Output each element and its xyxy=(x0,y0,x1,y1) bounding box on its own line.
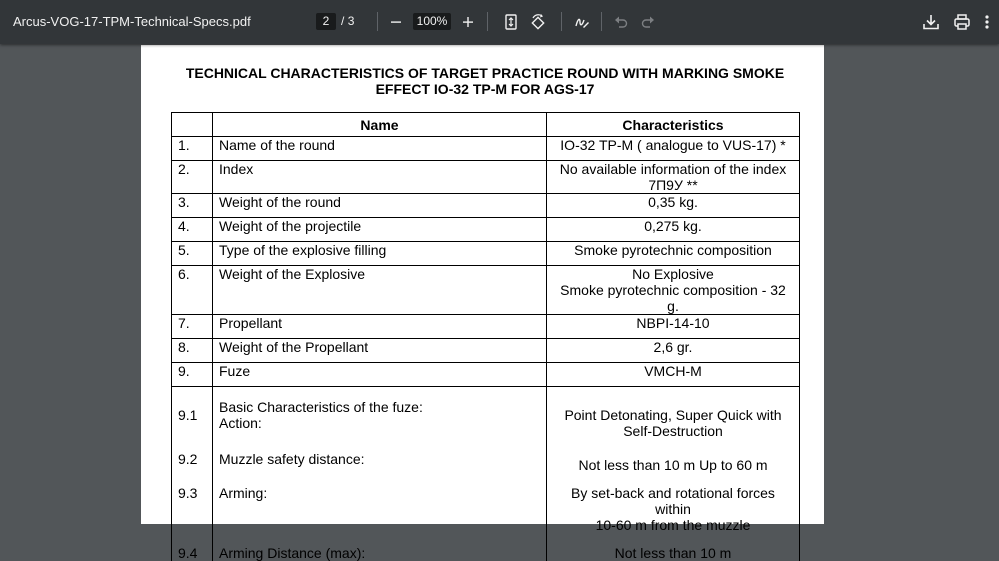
row-characteristics: Not less than 10 m xyxy=(547,533,800,561)
column-header-characteristics: Characteristics xyxy=(547,113,800,137)
row-number: 9.2 xyxy=(172,439,213,473)
draw-icon xyxy=(574,14,590,30)
row-number: 5. xyxy=(172,242,213,266)
undo-icon xyxy=(614,15,628,29)
row-name: Arming: xyxy=(213,473,547,533)
table-row xyxy=(172,266,800,315)
row-characteristics: 0,275 kg. xyxy=(547,218,800,242)
printer-icon xyxy=(953,13,971,31)
draw-button[interactable] xyxy=(571,11,593,33)
column-header-name: Name xyxy=(213,113,547,137)
row-characteristics: IO-32 TP-M ( analogue to VUS-17) * xyxy=(547,137,800,161)
row-name: Fuze xyxy=(213,363,547,387)
table-row xyxy=(172,315,800,339)
more-actions-button[interactable] xyxy=(980,11,994,33)
rotate-button[interactable] xyxy=(527,11,549,33)
row-name: Weight of the round xyxy=(213,194,547,218)
row-number: 2. xyxy=(172,161,213,194)
fit-page-icon xyxy=(504,14,518,30)
redo-icon xyxy=(641,15,655,29)
specifications-table xyxy=(171,112,800,561)
row-name: Name of the round xyxy=(213,137,547,161)
row-characteristics: VMCH-M xyxy=(547,363,800,387)
row-number: 1. xyxy=(172,137,213,161)
table-row xyxy=(172,161,800,194)
row-characteristics: No available information of the index 7П9У ** xyxy=(547,161,800,194)
pdf-toolbar xyxy=(0,0,999,44)
toolbar-divider xyxy=(561,12,562,31)
document-title: Arcus-VOG-17-TPM-Technical-Specs.pdf xyxy=(13,14,251,29)
row-name: Weight of the Explosive xyxy=(213,266,547,315)
plus-icon xyxy=(462,16,474,28)
row-number: 3. xyxy=(172,194,213,218)
row-number: 9.1 xyxy=(172,387,213,440)
table-header-row xyxy=(172,113,800,137)
row-number: 4. xyxy=(172,218,213,242)
row-characteristics: No Explosive Smoke pyrotechnic composition - 32 g. xyxy=(547,266,800,315)
fuze-table-row xyxy=(172,533,800,561)
fit-to-page-button[interactable] xyxy=(500,11,522,33)
row-number: 6. xyxy=(172,266,213,315)
table-row xyxy=(172,242,800,266)
table-row xyxy=(172,137,800,161)
toolbar-divider xyxy=(601,12,602,31)
zoom-in-button[interactable] xyxy=(457,11,479,33)
more-vert-icon xyxy=(985,14,989,30)
current-page-input[interactable]: 2 xyxy=(316,13,336,30)
download-icon xyxy=(922,13,940,31)
table-row xyxy=(172,218,800,242)
row-name: Type of the explosive filling xyxy=(213,242,547,266)
row-name: Muzzle safety distance: xyxy=(213,439,547,473)
page-count: / 3 xyxy=(341,14,355,28)
zoom-level-input[interactable]: 100% xyxy=(413,13,451,30)
pdf-page xyxy=(141,45,824,561)
row-characteristics: 2,6 gr. xyxy=(547,339,800,363)
fuze-table-row xyxy=(172,387,800,440)
rotate-icon xyxy=(530,14,546,30)
row-number: 9. xyxy=(172,363,213,387)
table-row xyxy=(172,339,800,363)
toolbar-divider xyxy=(377,12,378,31)
fuze-table-row xyxy=(172,439,800,473)
row-characteristics: Smoke pyrotechnic composition xyxy=(547,242,800,266)
toolbar-divider xyxy=(487,12,488,31)
print-button[interactable] xyxy=(951,11,973,33)
row-number: 8. xyxy=(172,339,213,363)
row-number: 9.3 xyxy=(172,473,213,533)
table-row xyxy=(172,363,800,387)
column-header-number xyxy=(172,113,213,137)
redo-button[interactable] xyxy=(637,11,659,33)
row-characteristics: 0,35 kg. xyxy=(547,194,800,218)
download-button[interactable] xyxy=(920,11,942,33)
row-name: Weight of the Propellant xyxy=(213,339,547,363)
row-number: 9.4 xyxy=(172,533,213,561)
row-name: Basic Characteristics of the fuze: Action: xyxy=(213,387,547,440)
fuze-table-row xyxy=(172,473,800,533)
row-characteristics: NBPI-14-10 xyxy=(547,315,800,339)
document-heading: TECHNICAL CHARACTERISTICS OF TARGET PRACTICE ROUND WITH MARKING SMOKE EFFECT IO-32 TP-M FOR AGS-17 xyxy=(185,65,785,97)
row-characteristics: Not less than 10 m Up to 60 m xyxy=(547,439,800,473)
row-characteristics: By set-back and rotational forces within 10-60 m from the muzzle xyxy=(547,473,800,533)
row-name: Index xyxy=(213,161,547,194)
table-row xyxy=(172,194,800,218)
undo-button[interactable] xyxy=(610,11,632,33)
row-number: 7. xyxy=(172,315,213,339)
zoom-out-button[interactable] xyxy=(385,11,407,33)
row-name: Propellant xyxy=(213,315,547,339)
row-name: Arming Distance (max): xyxy=(213,533,547,561)
row-name: Weight of the projectile xyxy=(213,218,547,242)
minus-icon xyxy=(390,16,402,28)
row-characteristics: Point Detonating, Super Quick with Self-Destruction xyxy=(547,387,800,440)
